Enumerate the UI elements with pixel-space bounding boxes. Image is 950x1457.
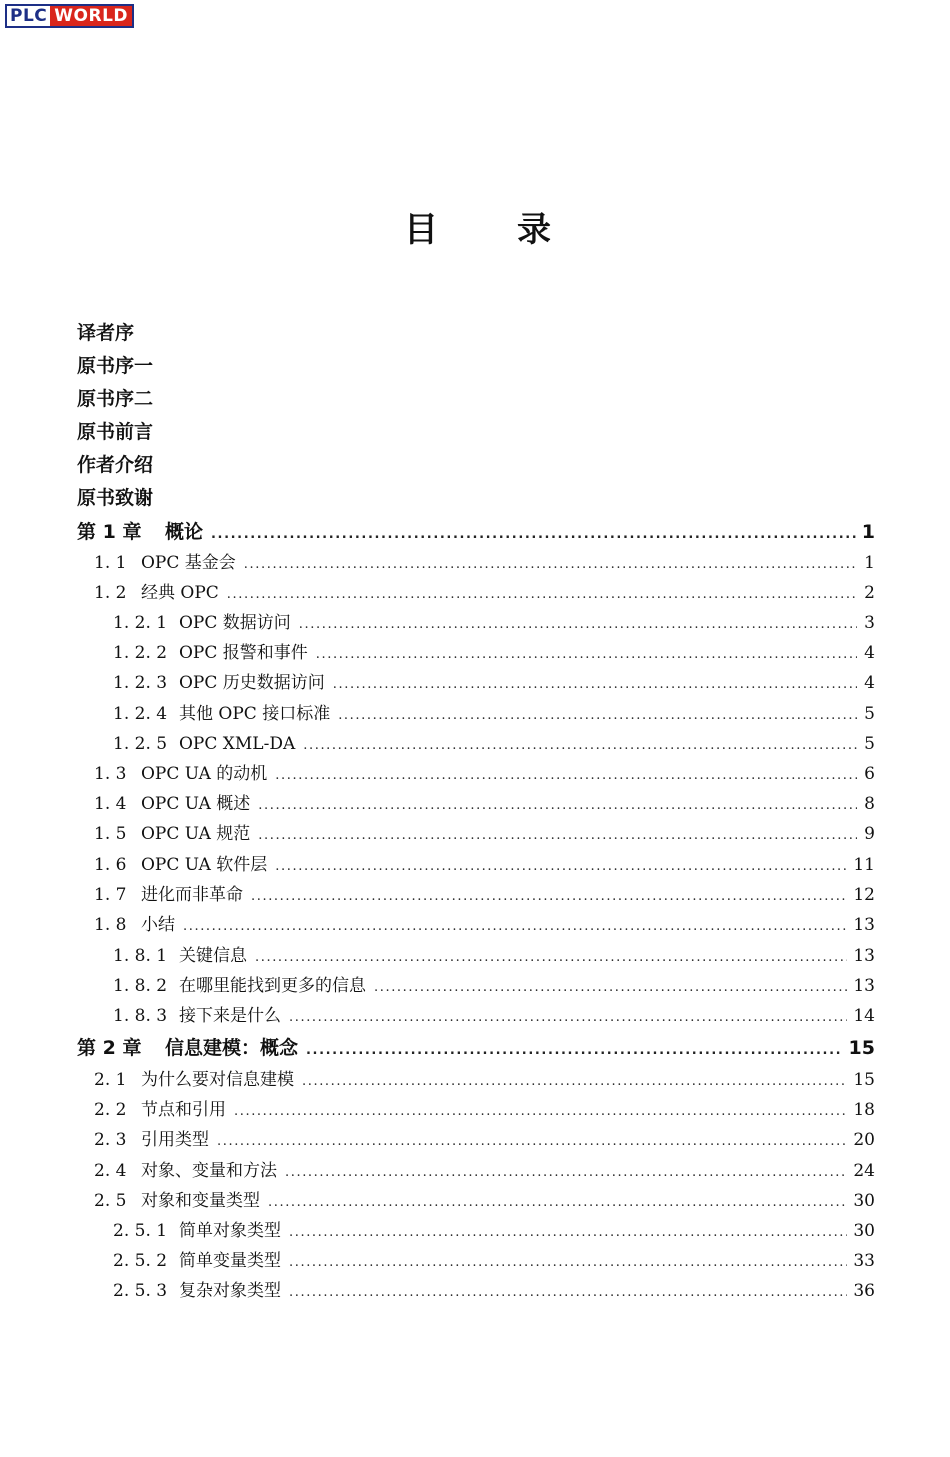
front-matter-item[interactable]: 原书前言 [77, 421, 154, 443]
toc-page-number: 24 [853, 1161, 875, 1181]
toc-leader-dots [316, 641, 857, 669]
toc-leader-dots [244, 551, 857, 579]
toc-title: OPC XML-DA [179, 734, 296, 754]
toc-subsection-entry[interactable] [113, 700, 875, 728]
title-char-2: 录 [517, 210, 551, 250]
front-matter-list [77, 318, 153, 516]
toc-subsection-entry[interactable] [113, 730, 875, 758]
toc-title: OPC UA 软件层 [141, 855, 268, 875]
toc-leader-dots [303, 732, 857, 760]
toc-leader-dots [268, 1189, 847, 1217]
toc-title: OPC 数据访问 [179, 613, 291, 633]
toc-page-number: 5 [864, 704, 875, 724]
toc-page-number: 30 [853, 1221, 875, 1241]
toc-subsection-entry[interactable] [113, 1217, 875, 1245]
front-matter-item[interactable]: 原书序一 [77, 355, 154, 377]
toc-section-entry[interactable] [94, 851, 875, 879]
toc-page-number: 12 [853, 885, 875, 905]
toc-title: OPC UA 规范 [141, 824, 251, 844]
toc-number: 2. 2 [94, 1100, 127, 1120]
toc-number: 1. 4 [94, 794, 127, 814]
toc-leader-dots [275, 853, 847, 881]
toc-subsection-entry[interactable] [113, 972, 875, 1000]
toc-leader-dots [289, 1279, 847, 1307]
toc-title: 其他 OPC 接口标准 [179, 704, 331, 724]
toc-number: 2. 3 [94, 1130, 127, 1150]
toc-subsection-entry[interactable] [113, 1277, 875, 1305]
toc-subsection-entry[interactable] [113, 942, 875, 970]
logo-plc-text: PLC [7, 6, 50, 26]
toc-subsection-entry[interactable] [113, 639, 875, 667]
toc-number: 1. 2 [94, 583, 127, 603]
toc-number: 1. 2. 5 [113, 734, 168, 754]
toc-leader-dots [251, 883, 847, 911]
toc-subsection-entry[interactable] [113, 1247, 875, 1275]
toc-title: OPC 基金会 [141, 553, 236, 573]
toc-page-number: 9 [864, 824, 875, 844]
toc-leader-dots [285, 1159, 847, 1187]
toc-leader-dots [374, 974, 847, 1002]
toc-number: 1. 8. 2 [113, 976, 168, 996]
toc-number: 1. 5 [94, 824, 127, 844]
toc-title: 接下来是什么 [179, 1006, 281, 1026]
toc-number: 第 2 章 [77, 1037, 142, 1059]
toc-title: 概论 [165, 521, 204, 543]
toc-page-number: 13 [853, 946, 875, 966]
toc-page-number: 4 [864, 643, 875, 663]
toc-page-number: 1 [861, 521, 875, 543]
toc-leader-dots [255, 944, 847, 972]
toc-title: 关键信息 [179, 946, 247, 966]
toc-leader-dots [258, 792, 857, 820]
toc-title: OPC UA 概述 [141, 794, 251, 814]
toc-title: OPC 历史数据访问 [179, 673, 325, 693]
toc-section-entry[interactable] [94, 1126, 875, 1154]
toc-number: 1. 6 [94, 855, 127, 875]
toc-title: 经典 OPC [141, 583, 219, 603]
toc-section-entry[interactable] [94, 881, 875, 909]
toc-number: 1. 2. 1 [113, 613, 168, 633]
toc-section-entry[interactable] [94, 760, 875, 788]
toc-number: 2. 5. 1 [113, 1221, 168, 1241]
toc-page-number: 6 [864, 764, 875, 784]
toc-leader-dots [227, 581, 857, 609]
toc-title: 信息建模：概念 [165, 1037, 299, 1059]
toc-number: 1. 8. 3 [113, 1006, 168, 1026]
toc-section-entry[interactable] [94, 549, 875, 577]
toc-number: 2. 5 [94, 1191, 127, 1211]
front-matter-item[interactable]: 作者介绍 [77, 454, 154, 476]
toc-page-number: 11 [853, 855, 875, 875]
toc-section-entry[interactable] [94, 579, 875, 607]
page-title [404, 207, 551, 253]
toc-leader-dots [306, 1037, 843, 1065]
toc-title: 小结 [141, 915, 175, 935]
front-matter-item[interactable]: 原书序二 [77, 388, 154, 410]
toc-leader-dots [275, 762, 857, 790]
toc-subsection-entry[interactable] [113, 669, 875, 697]
toc-number: 2. 5. 3 [113, 1281, 168, 1301]
toc-number: 1. 1 [94, 553, 127, 573]
toc-title: 节点和引用 [141, 1100, 226, 1120]
logo-world-text: WORLD [50, 6, 132, 26]
toc-page-number: 20 [853, 1130, 875, 1150]
toc-page-number: 1 [864, 553, 875, 573]
toc-number: 2. 4 [94, 1161, 127, 1181]
toc-section-entry[interactable] [94, 820, 875, 848]
toc-leader-dots [234, 1098, 847, 1126]
toc-title: OPC 报警和事件 [179, 643, 308, 663]
toc-subsection-entry[interactable] [113, 1002, 875, 1030]
toc-section-entry[interactable] [94, 1066, 875, 1094]
toc-leader-dots [258, 822, 857, 850]
toc-page-number: 3 [864, 613, 875, 633]
front-matter-item[interactable]: 原书致谢 [77, 487, 154, 509]
toc-page-number: 33 [853, 1251, 875, 1271]
toc-leader-dots [217, 1128, 847, 1156]
toc-number: 第 1 章 [77, 521, 142, 543]
toc-number: 1. 2. 3 [113, 673, 168, 693]
toc-subsection-entry[interactable] [113, 609, 875, 637]
toc-chapter-entry[interactable] [77, 518, 875, 546]
toc-section-entry[interactable] [94, 911, 875, 939]
toc-section-entry[interactable] [94, 790, 875, 818]
toc-chapter-entry[interactable] [77, 1034, 875, 1062]
toc-section-entry[interactable] [94, 1187, 875, 1215]
toc-page-number: 15 [853, 1070, 875, 1090]
toc-title: 进化而非革命 [141, 885, 243, 905]
toc-number: 1. 8. 1 [113, 946, 168, 966]
toc-number: 1. 7 [94, 885, 127, 905]
toc-leader-dots [183, 913, 847, 941]
toc-title: 对象、变量和方法 [141, 1161, 277, 1181]
toc-leader-dots [289, 1219, 847, 1247]
toc-page-number: 13 [853, 976, 875, 996]
toc-number: 1. 2. 2 [113, 643, 168, 663]
title-char-1: 目 [404, 210, 438, 250]
toc-leader-dots [299, 611, 857, 639]
toc-title: 为什么要对信息建模 [141, 1070, 294, 1090]
toc-number: 1. 3 [94, 764, 127, 784]
toc-page-number: 5 [864, 734, 875, 754]
toc-section-entry[interactable] [94, 1157, 875, 1185]
toc-page-number: 30 [853, 1191, 875, 1211]
toc-page-number: 14 [853, 1006, 875, 1026]
toc-leader-dots [333, 671, 857, 699]
toc-leader-dots [289, 1004, 847, 1032]
toc-title: 简单变量类型 [179, 1251, 281, 1271]
toc-section-entry[interactable] [94, 1096, 875, 1124]
toc-page-number: 13 [853, 915, 875, 935]
toc-number: 2. 1 [94, 1070, 127, 1090]
toc-number: 1. 2. 4 [113, 704, 168, 724]
toc-leader-dots [302, 1068, 847, 1096]
toc-leader-dots [338, 702, 857, 730]
toc-page-number: 36 [853, 1281, 875, 1301]
plcworld-logo [5, 4, 134, 28]
toc-title: 简单对象类型 [179, 1221, 281, 1241]
toc-title: 对象和变量类型 [141, 1191, 260, 1211]
toc-page-number: 18 [853, 1100, 875, 1120]
toc-number: 1. 8 [94, 915, 127, 935]
toc-page-number: 15 [848, 1037, 875, 1059]
toc-number: 2. 5. 2 [113, 1251, 168, 1271]
toc-title: 引用类型 [141, 1130, 209, 1150]
toc-leader-dots [289, 1249, 847, 1277]
toc-page-number: 4 [864, 673, 875, 693]
toc-title: OPC UA 的动机 [141, 764, 268, 784]
toc-title: 复杂对象类型 [179, 1281, 281, 1301]
toc-leader-dots [211, 521, 856, 549]
toc-page-number: 8 [864, 794, 875, 814]
front-matter-item[interactable]: 译者序 [77, 322, 135, 344]
toc-page-number: 2 [864, 583, 875, 603]
toc-title: 在哪里能找到更多的信息 [179, 976, 366, 996]
